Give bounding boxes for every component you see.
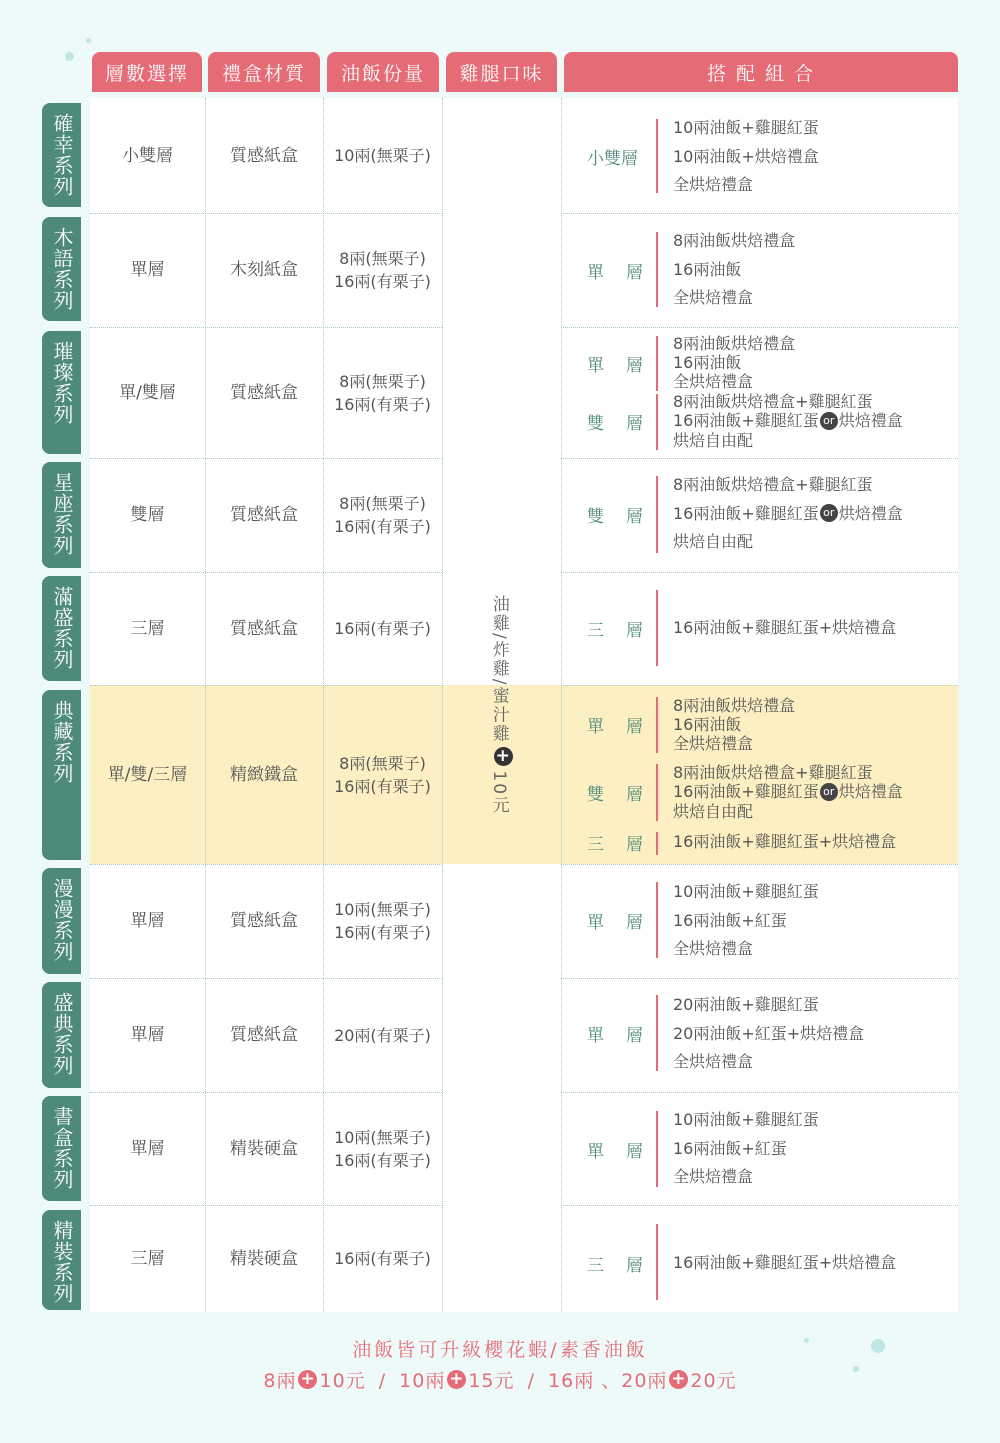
- combo-layer-char: 單: [587, 355, 604, 376]
- portion-cell-text: 8兩(無栗子): [339, 494, 426, 513]
- combo-item: [673, 782, 903, 802]
- combo-item: [673, 411, 903, 431]
- combo-item: [673, 143, 819, 172]
- portion-cell-text: 16兩(有栗子): [334, 619, 431, 638]
- portion-cell: [323, 864, 442, 978]
- layers-cell: [90, 978, 205, 1092]
- combo-item: [673, 828, 896, 857]
- combo-item: [673, 1048, 864, 1077]
- material-cell: [205, 458, 323, 572]
- combo-layer-label: [587, 830, 643, 854]
- row-divider: [561, 864, 958, 865]
- series-name: 木語系列: [50, 227, 74, 311]
- portion-size: 16兩 、20兩: [548, 1370, 668, 1392]
- combo-layer-label: [587, 1251, 643, 1275]
- series-name: 璀璨系列: [50, 341, 74, 425]
- combo-item: [673, 991, 864, 1020]
- tab-flavor: 雞腿口味: [446, 52, 557, 92]
- price-separator: /: [520, 1370, 543, 1392]
- tab-material: 禮盒材質: [208, 52, 320, 92]
- layers-cell-text: 單層: [130, 911, 165, 931]
- combo-item-text: 全烘焙禮盒: [673, 939, 754, 958]
- portion-size: 10兩: [399, 1370, 446, 1392]
- combo-item: [673, 171, 819, 200]
- combo-divider-bar: [656, 119, 658, 193]
- or-badge: or: [820, 504, 838, 522]
- combo-divider-bar: [656, 882, 658, 958]
- combo-item: [673, 696, 795, 715]
- material-cell: [205, 327, 323, 458]
- combo-list: [673, 227, 795, 313]
- material-cell-text: 木刻紙盒: [230, 260, 298, 280]
- combo-item-text: 8兩油飯烘焙禮盒+雞腿紅蛋: [673, 392, 873, 411]
- series-label: [42, 1096, 81, 1201]
- series-name: 精裝系列: [50, 1220, 74, 1304]
- combo-layer-char: 層: [626, 834, 643, 855]
- combo-item: [673, 334, 795, 353]
- combo-layer-char: 單: [587, 262, 604, 283]
- combo-item-text: 16兩油飯+雞腿紅蛋+烘焙禮盒: [673, 618, 897, 637]
- combo-item: [673, 878, 819, 907]
- portion-cell-text: 8兩(無栗子): [339, 249, 426, 268]
- row-divider: [561, 572, 958, 573]
- combo-layer-label: [587, 351, 643, 375]
- combo-item: [673, 392, 903, 411]
- flavor-column: [442, 98, 561, 1312]
- material-cell-text: 精裝硬盒: [230, 1248, 298, 1269]
- combo-layer-char: 雙: [587, 413, 604, 434]
- combo-item: [673, 1249, 896, 1278]
- series-name: 確幸系列: [50, 113, 74, 197]
- combo-layer-label: [587, 409, 643, 433]
- combo-item-text: 烘焙自由配: [673, 532, 754, 551]
- portion-cell: [323, 458, 442, 572]
- portion-cell-text: 20兩(有栗子): [334, 1025, 431, 1045]
- combo-item: [673, 1163, 819, 1192]
- combo-item-text: 20兩油飯+紅蛋+烘焙禮盒: [673, 1023, 865, 1043]
- combo-list: [673, 763, 903, 821]
- combo-list: [673, 614, 896, 643]
- portion-cell-text: 8兩(無栗子): [339, 753, 426, 773]
- material-cell-text: 質感紙盒: [230, 618, 298, 639]
- series-label: [42, 690, 81, 860]
- portion-cell-text: 8兩(無栗子): [339, 371, 426, 391]
- layers-cell-text: 單層: [130, 1138, 165, 1159]
- combo-item-text: 16兩油飯: [673, 259, 742, 279]
- combo-item: [673, 1020, 864, 1049]
- row-divider: [561, 978, 958, 979]
- combo-layer-label: [587, 616, 643, 640]
- combo-layer-label: [587, 258, 643, 282]
- portion-cell-text: 10兩(無栗子): [334, 1127, 431, 1147]
- combo-item: [673, 114, 819, 143]
- row-divider: [561, 213, 958, 214]
- combo-item-text: 8兩油飯烘焙禮盒: [673, 231, 796, 250]
- combo-item-text: 全烘焙禮盒: [673, 175, 754, 194]
- upgrade-price: 10元: [319, 1370, 366, 1392]
- combo-layer-char: 層: [626, 912, 643, 933]
- combo-divider-bar: [656, 832, 658, 855]
- layers-cell: [90, 864, 205, 978]
- combo-layer-label: [587, 780, 643, 804]
- plus-icon: +: [300, 1369, 316, 1389]
- combo-item-text: 烘焙自由配: [673, 430, 754, 450]
- combo-divider-bar: [656, 232, 658, 307]
- combo-layer-label: [587, 502, 643, 526]
- row-divider: [561, 1092, 958, 1093]
- combo-layer-char: 層: [626, 716, 643, 737]
- row-divider: [561, 327, 958, 328]
- portion-cell: [323, 1092, 442, 1205]
- combo-item-text: 16兩油飯+雞腿紅蛋+烘焙禮盒: [673, 1253, 897, 1272]
- combo-layer-char: 單: [587, 912, 604, 933]
- combo-layer-char: 層: [626, 1025, 643, 1046]
- series-label: [42, 982, 81, 1088]
- series-name: 漫漫系列: [50, 878, 74, 962]
- combo-item-text: 全烘焙禮盒: [673, 1167, 754, 1186]
- combo-item-text: 10兩油飯+雞腿紅蛋: [673, 118, 819, 137]
- or-badge: or: [820, 783, 838, 801]
- combo-item: [673, 907, 819, 936]
- combo-item-text: 16兩油飯+雞腿紅蛋: [673, 411, 819, 430]
- combo-item-text: 全烘焙禮盒: [673, 288, 754, 307]
- combo-list: [673, 392, 903, 450]
- combo-item-text: 烘焙禮盒: [838, 782, 903, 801]
- combo-item: [673, 471, 903, 500]
- material-cell: [205, 98, 323, 213]
- series-label: [42, 868, 81, 974]
- material-cell-text: 質感紙盒: [230, 145, 298, 166]
- plus-icon: +: [495, 746, 512, 767]
- portion-cell-text: 16兩(有栗子): [334, 776, 431, 796]
- layers-cell-text: 三層: [130, 618, 165, 639]
- layers-cell: [90, 1092, 205, 1205]
- combo-item: [673, 256, 795, 285]
- combo-item: [673, 763, 903, 782]
- column-divider: [561, 98, 562, 1312]
- layers-cell: [90, 572, 205, 685]
- row-divider: [561, 458, 958, 459]
- layers-cell: [90, 327, 205, 458]
- combo-item: [673, 1135, 819, 1164]
- series-name: 滿盛系列: [50, 586, 74, 670]
- combo-item: [673, 734, 795, 753]
- upgrade-note: 油飯皆可升級櫻花蝦/素香油飯: [352, 1339, 648, 1361]
- combo-item-text: 烘焙禮盒: [838, 503, 903, 523]
- material-cell: [205, 1205, 323, 1312]
- combo-layer-char: 單: [587, 1025, 604, 1046]
- layers-cell: [90, 213, 205, 327]
- combo-layer-char: 雙: [587, 506, 604, 527]
- series-label: [42, 576, 81, 681]
- portion-cell: [323, 213, 442, 327]
- material-cell: [205, 864, 323, 978]
- combo-item: [673, 528, 903, 557]
- material-cell-text: 質感紙盒: [230, 382, 298, 403]
- flavor-text: 油雞/炸雞/蜜汁雞+10元: [488, 594, 512, 816]
- combo-divider-bar: [656, 764, 658, 821]
- decor-dot: [86, 38, 91, 43]
- portion-cell-text: 10兩(無栗子): [334, 146, 431, 165]
- upgrade-price: 15元: [468, 1370, 515, 1392]
- layers-cell-text: 單層: [130, 1025, 165, 1045]
- portion-cell-text: 10兩(無栗子): [334, 900, 431, 919]
- or-badge: or: [820, 412, 838, 430]
- combo-item-text: 16兩油飯+紅蛋: [673, 1138, 787, 1158]
- combo-layer-char: 三: [587, 620, 604, 641]
- combo-divider-bar: [656, 1224, 658, 1300]
- combo-item-text: 8兩油飯烘焙禮盒: [673, 334, 796, 353]
- combo-list: [673, 828, 896, 857]
- combo-item-text: 16兩油飯+紅蛋: [673, 910, 787, 930]
- combo-item-text: 10兩油飯+雞腿紅蛋: [673, 882, 819, 901]
- combo-divider-bar: [656, 697, 658, 753]
- combo-layer-label: [587, 1137, 643, 1161]
- layers-cell-text: 單/雙/三層: [107, 764, 188, 785]
- combo-list: [673, 1249, 896, 1278]
- series-label: [42, 1210, 81, 1310]
- tab-layers: 層數選擇: [92, 52, 202, 92]
- combo-item-text: 全烘焙禮盒: [673, 734, 754, 753]
- tab-combo: 搭 配 組 合: [564, 52, 958, 92]
- combo-item-text: 烘焙禮盒: [838, 411, 903, 430]
- combo-item-text: 10兩油飯+雞腿紅蛋: [673, 1110, 819, 1129]
- layers-cell: [90, 98, 205, 213]
- portion-cell: [323, 327, 442, 458]
- layers-cell: [90, 458, 205, 572]
- material-cell: [205, 978, 323, 1092]
- material-cell-text: 精裝硬盒: [230, 1138, 298, 1159]
- combo-list: [673, 114, 819, 200]
- combo-layer-char: 層: [626, 262, 643, 283]
- series-label: [42, 462, 81, 568]
- combo-item-text: 20兩油飯+雞腿紅蛋: [673, 995, 819, 1014]
- combo-item: [673, 500, 903, 529]
- series-name: 盛典系列: [50, 992, 74, 1076]
- combo-layer-char: 層: [626, 620, 643, 641]
- portion-cell-text: 16兩(有栗子): [334, 517, 431, 536]
- decor-dot: [65, 52, 74, 61]
- material-cell-text: 質感紙盒: [230, 911, 298, 931]
- material-cell-text: 精緻鐵盒: [230, 764, 298, 785]
- combo-list: [673, 696, 795, 753]
- layers-cell-text: 單/雙層: [119, 382, 176, 403]
- portion-size: 8兩: [263, 1370, 297, 1392]
- material-cell: [205, 1092, 323, 1205]
- combo-item-text: 8兩油飯烘焙禮盒: [673, 696, 796, 715]
- combo-layer-char: 層: [626, 1255, 643, 1276]
- portion-cell-text: 16兩(有栗子): [334, 923, 431, 942]
- series-name: 典藏系列: [50, 700, 74, 784]
- combo-item-text: 16兩油飯: [673, 353, 742, 372]
- portion-cell-text: 16兩(有栗子): [334, 1249, 431, 1268]
- combo-item: [673, 227, 795, 256]
- material-cell: [205, 213, 323, 327]
- combo-item-text: 全烘焙禮盒: [673, 372, 754, 391]
- layers-cell: [90, 1205, 205, 1312]
- portion-cell: [323, 978, 442, 1092]
- combo-list: [673, 1106, 819, 1192]
- combo-item-text: 16兩油飯+雞腿紅蛋+烘焙禮盒: [673, 832, 897, 851]
- combo-list: [673, 878, 819, 964]
- plus-icon: +: [449, 1369, 465, 1389]
- portion-cell: [323, 572, 442, 685]
- row-divider: [561, 1205, 958, 1206]
- combo-item: [673, 715, 795, 734]
- combo-item: [673, 431, 903, 450]
- upgrade-prices: [0, 1366, 1000, 1393]
- combo-layer-char: 單: [587, 1141, 604, 1162]
- layers-cell-text: 三層: [130, 1248, 165, 1269]
- combo-divider-bar: [656, 394, 658, 450]
- combo-list: [673, 471, 903, 557]
- combo-layer-label: [587, 712, 643, 736]
- portion-cell-text: 16兩(有栗子): [334, 272, 431, 291]
- material-cell-text: 質感紙盒: [230, 1025, 298, 1045]
- material-cell: [205, 685, 323, 864]
- combo-item-text: 16兩油飯+雞腿紅蛋: [673, 782, 819, 801]
- combo-layer-char: 三: [587, 834, 604, 855]
- combo-item: [673, 614, 896, 643]
- combo-item-text: 全烘焙禮盒: [673, 1052, 754, 1071]
- upgrade-price: 20元: [690, 1370, 737, 1392]
- combo-item-text: 8兩油飯烘焙禮盒+雞腿紅蛋: [673, 763, 873, 782]
- combo-layer-char: 三: [587, 1255, 604, 1276]
- portion-cell-text: 16兩(有栗子): [334, 1150, 431, 1170]
- portion-cell-text: 16兩(有栗子): [334, 394, 431, 414]
- combo-layer-label: [587, 908, 643, 932]
- combo-layer-char: 單: [587, 716, 604, 737]
- combo-item-text: 16兩油飯+雞腿紅蛋: [673, 503, 819, 523]
- combo-item: [673, 284, 795, 313]
- combo-layer-char: 層: [626, 413, 643, 434]
- combo-item-text: 8兩油飯烘焙禮盒+雞腿紅蛋: [673, 475, 873, 494]
- series-label: [42, 217, 81, 321]
- combo-layer-label: [587, 1021, 643, 1045]
- series-name: 書盒系列: [50, 1106, 74, 1190]
- portion-cell: [323, 98, 442, 213]
- row-divider: [561, 685, 958, 686]
- combo-layer-char: 層: [626, 784, 643, 805]
- combo-divider-bar: [656, 1111, 658, 1187]
- combo-divider-bar: [656, 590, 658, 666]
- portion-cell: [323, 685, 442, 864]
- combo-item: [673, 935, 819, 964]
- combo-item-text: 10兩油飯+烘焙禮盒: [673, 146, 819, 166]
- combo-layer-char: 雙: [587, 784, 604, 805]
- combo-item: [673, 372, 795, 391]
- combo-layer-char: 層: [626, 355, 643, 376]
- combo-divider-bar: [656, 995, 658, 1071]
- combo-item: [673, 353, 795, 372]
- combo-layer-char: 層: [626, 506, 643, 527]
- combo-layer-label: 小雙層: [587, 148, 638, 169]
- combo-item: [673, 802, 903, 821]
- combo-list: [673, 991, 864, 1077]
- combo-item-text: 烘焙自由配: [673, 801, 754, 821]
- series-name: 星座系列: [50, 472, 74, 556]
- combo-list: [673, 334, 795, 391]
- series-label: [42, 103, 81, 207]
- combo-divider-bar: [656, 476, 658, 553]
- combo-item-text: 16兩油飯: [673, 715, 742, 734]
- series-label: [42, 331, 81, 454]
- layers-cell-text: 小雙層: [122, 145, 173, 166]
- material-cell: [205, 572, 323, 685]
- layers-cell-text: 單層: [130, 260, 165, 280]
- plus-icon: +: [671, 1369, 687, 1389]
- price-separator: /: [371, 1370, 394, 1392]
- combo-divider-bar: [656, 336, 658, 391]
- portion-cell: [323, 1205, 442, 1312]
- combo-layer-char: 層: [626, 1141, 643, 1162]
- combo-item: [673, 1106, 819, 1135]
- layers-cell: [90, 685, 205, 864]
- material-cell-text: 質感紙盒: [230, 505, 298, 525]
- layers-cell-text: 雙層: [130, 505, 165, 525]
- tab-portion: 油飯份量: [327, 52, 439, 92]
